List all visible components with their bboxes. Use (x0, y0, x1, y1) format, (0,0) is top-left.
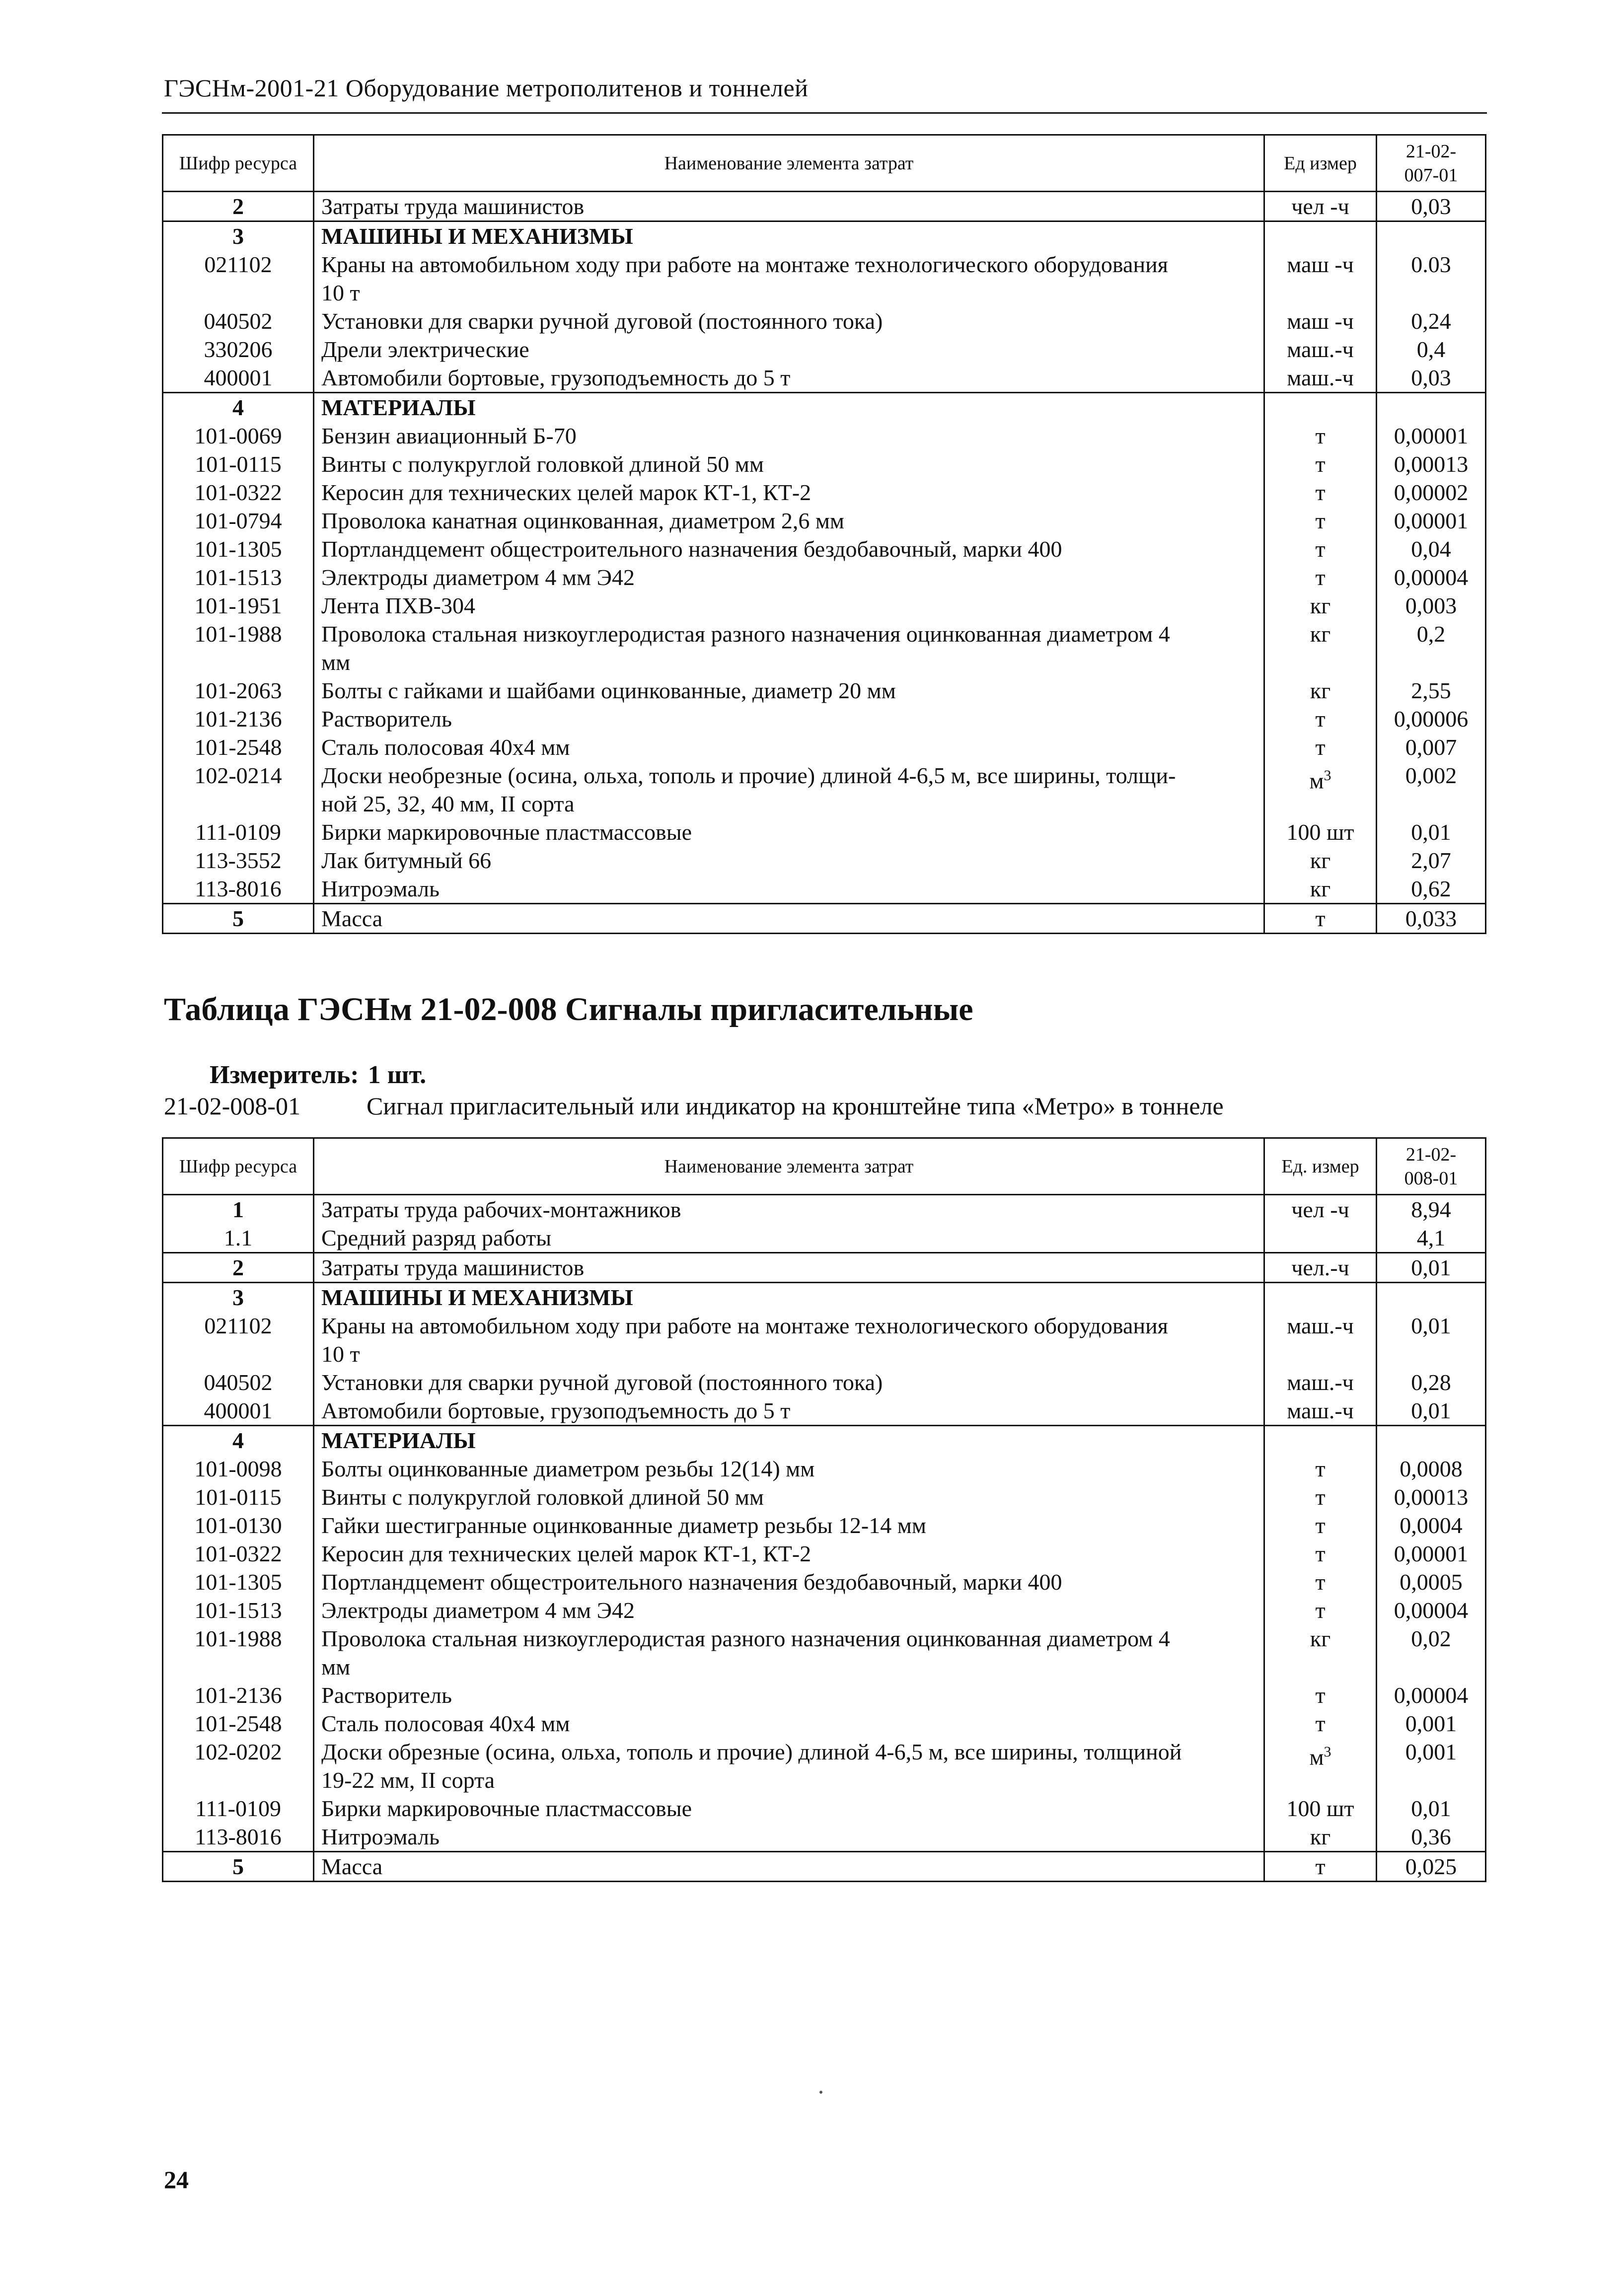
resource-unit: т (1264, 1681, 1377, 1709)
resource-unit: т (1264, 450, 1377, 478)
resource-name: Болты оцинкованные диаметром резьбы 12(14) мм (314, 1455, 1264, 1483)
resource-value: 4,1 (1377, 1224, 1486, 1253)
resource-code: 101-0794 (163, 507, 314, 535)
table-row (163, 1709, 1486, 1738)
resource-name: Проволока стальная низкоуглеродистая разного назначения оцинкованная диаметром 4 мм (314, 1624, 1264, 1681)
resource-unit: т (1264, 535, 1377, 563)
resource-code: 113-3552 (163, 846, 314, 875)
resource-name: Автомобили бортовые, грузоподъемность до 5 т (314, 1396, 1264, 1426)
col-header-norm: 21-02- 008-01 (1377, 1138, 1486, 1195)
col-header-unit: Ед измер (1264, 135, 1377, 192)
col-header-unit: Ед. измер (1264, 1138, 1377, 1195)
resource-name: МАШИНЫ И МЕХАНИЗМЫ (314, 221, 1264, 251)
col-header-code: Шифр ресурса (163, 135, 314, 192)
resource-unit: маш.-ч (1264, 1368, 1377, 1396)
resource-value (1377, 221, 1486, 251)
table-row (163, 1312, 1486, 1368)
resource-name: Краны на автомобильном ходу при работе на монтаже технологического оборудования 10 т (314, 250, 1264, 307)
resource-code: 102-0202 (163, 1738, 314, 1794)
table-row (163, 478, 1486, 507)
resource-code: 111-0109 (163, 1794, 314, 1823)
resource-unit: маш -ч (1264, 250, 1377, 307)
resource-code: 101-1951 (163, 591, 314, 620)
resource-code: 4 (163, 393, 314, 422)
resource-unit: т (1264, 422, 1377, 450)
resource-code: 101-0130 (163, 1511, 314, 1539)
col-header-name: Наименование элемента затрат (314, 135, 1264, 192)
resource-code: 101-0115 (163, 1483, 314, 1511)
table-row (163, 335, 1486, 364)
resource-unit: т (1264, 1852, 1377, 1882)
resource-value: 0,01 (1377, 1253, 1486, 1283)
table-body (163, 1195, 1486, 1882)
table-row (163, 1224, 1486, 1253)
resource-value: 0,00006 (1377, 705, 1486, 733)
resource-code: 3 (163, 221, 314, 251)
resource-unit: т (1264, 507, 1377, 535)
resource-code: 5 (163, 904, 314, 934)
resource-value: 8,94 (1377, 1195, 1486, 1224)
resource-value: 0,03 (1377, 364, 1486, 393)
resource-value: 0,24 (1377, 307, 1486, 335)
resource-unit: кг (1264, 620, 1377, 676)
resource-code: 5 (163, 1852, 314, 1882)
resource-unit: маш -ч (1264, 307, 1377, 335)
col-header-norm: 21-02- 007-01 (1377, 135, 1486, 192)
resource-value: 0,0005 (1377, 1568, 1486, 1596)
resource-name: Лента ПХВ-304 (314, 591, 1264, 620)
resource-value: 0,2 (1377, 620, 1486, 676)
table-row (163, 450, 1486, 478)
resource-code: 3 (163, 1283, 314, 1312)
resource-value: 0,02 (1377, 1624, 1486, 1681)
resource-unit (1264, 1224, 1377, 1253)
table-row (163, 1794, 1486, 1823)
resource-code: 101-1513 (163, 1596, 314, 1624)
resource-unit: кг (1264, 676, 1377, 705)
resource-unit: кг (1264, 1624, 1377, 1681)
resource-unit: $м^3$ (1264, 761, 1377, 818)
resource-name: Проволока стальная низкоуглеродистая разного назначения оцинкованная диаметром 4 мм (314, 620, 1264, 676)
resource-code: 101-2136 (163, 705, 314, 733)
resource-name: Масса (314, 1852, 1264, 1882)
table-row (163, 393, 1486, 422)
resource-code: 2 (163, 192, 314, 221)
table-row (163, 1253, 1486, 1283)
resource-code: 1.1 (163, 1224, 314, 1253)
resource-table-21-02-007-01 (162, 134, 1486, 934)
resource-name: Лак битумный 66 (314, 846, 1264, 875)
measure-unit: Измеритель: 1 шт. (210, 1061, 427, 1089)
resource-value: 0,01 (1377, 1794, 1486, 1823)
resource-code: 021102 (163, 1312, 314, 1368)
resource-code: 101-2548 (163, 733, 314, 761)
norm-code: 21-02-008-01 (164, 1092, 300, 1120)
resource-code: 113-8016 (163, 1823, 314, 1852)
table-row (163, 846, 1486, 875)
table-row (163, 1539, 1486, 1568)
table-row (163, 1368, 1486, 1396)
resource-name: Проволока канатная оцинкованная, диаметром 2,6 мм (314, 507, 1264, 535)
resource-unit: кг (1264, 1823, 1377, 1852)
resource-name: Средний разряд работы (314, 1224, 1264, 1253)
resource-value: 0,01 (1377, 1312, 1486, 1368)
resource-value: 0,00013 (1377, 450, 1486, 478)
col-header-name: Наименование элемента затрат (314, 1138, 1264, 1195)
scan-speck (819, 2091, 822, 2094)
norm-code-line (164, 1092, 1224, 1120)
resource-unit: т (1264, 563, 1377, 591)
resource-name: Бирки маркировочные пластмассовые (314, 1794, 1264, 1823)
resource-code: 101-1988 (163, 620, 314, 676)
norm-description: Сигнал пригласительный или индикатор на кронштейне типа «Метро» в тоннеле (367, 1092, 1224, 1120)
resource-value: 0,28 (1377, 1368, 1486, 1396)
resource-code: 4 (163, 1426, 314, 1455)
table-row (163, 1426, 1486, 1455)
resource-code: 101-0322 (163, 478, 314, 507)
resource-unit: т (1264, 1568, 1377, 1596)
table-row (163, 1624, 1486, 1681)
resource-unit: кг (1264, 846, 1377, 875)
resource-code: 101-1988 (163, 1624, 314, 1681)
resource-name: Растворитель (314, 1681, 1264, 1709)
resource-code: 111-0109 (163, 818, 314, 846)
resource-unit (1264, 221, 1377, 251)
resource-name: Краны на автомобильном ходу при работе на монтаже технологического оборудования 10 т (314, 1312, 1264, 1368)
table-row (163, 1596, 1486, 1624)
resource-value: 0,003 (1377, 591, 1486, 620)
table-row (163, 535, 1486, 563)
table-row (163, 591, 1486, 620)
table-row (163, 422, 1486, 450)
resource-value: 0,00001 (1377, 422, 1486, 450)
resource-code: 101-2548 (163, 1709, 314, 1738)
table-row (163, 1823, 1486, 1852)
table-row (163, 904, 1486, 934)
resource-value: 0,01 (1377, 818, 1486, 846)
resource-value: 0,00002 (1377, 478, 1486, 507)
resource-code: 021102 (163, 250, 314, 307)
resource-unit (1264, 1426, 1377, 1455)
table-row (163, 364, 1486, 393)
resource-name: Сталь полосовая 40х4 мм (314, 733, 1264, 761)
table-row (163, 620, 1486, 676)
resource-unit: кг (1264, 875, 1377, 904)
resource-unit: т (1264, 904, 1377, 934)
table-row (163, 1283, 1486, 1312)
resource-code: 101-0098 (163, 1455, 314, 1483)
resource-value (1377, 1283, 1486, 1312)
resource-name: Доски необрезные (осина, ольха, тополь и прочие) длиной 4-6,5 м, все ширины, толщи- ной 25, 32, 40 мм, II сорта (314, 761, 1264, 818)
resource-value: 0,04 (1377, 535, 1486, 563)
resource-name: Затраты труда рабочих-монтажников (314, 1195, 1264, 1224)
resource-value: 0,01 (1377, 1396, 1486, 1426)
resource-name: Нитроэмаль (314, 1823, 1264, 1852)
resource-code: 040502 (163, 307, 314, 335)
table-row (163, 563, 1486, 591)
resource-value: 0,0008 (1377, 1455, 1486, 1483)
table-row (163, 192, 1486, 221)
resource-code: 102-0214 (163, 761, 314, 818)
resource-name: Дрели электрические (314, 335, 1264, 364)
resource-name: МАШИНЫ И МЕХАНИЗМЫ (314, 1283, 1264, 1312)
resource-name: МАТЕРИАЛЫ (314, 393, 1264, 422)
resource-name: Электроды диаметром 4 мм Э42 (314, 1596, 1264, 1624)
resource-unit: чел.-ч (1264, 1253, 1377, 1283)
col-header-code: Шифр ресурса (163, 1138, 314, 1195)
resource-name: Растворитель (314, 705, 1264, 733)
resource-name: Затраты труда машинистов (314, 1253, 1264, 1283)
table-row (163, 1396, 1486, 1426)
table-row (163, 221, 1486, 251)
table-row (163, 1483, 1486, 1511)
resource-code: 101-2136 (163, 1681, 314, 1709)
resource-value: 0,00004 (1377, 1596, 1486, 1624)
resource-name: Винты с полукруглой головкой длиной 50 мм (314, 1483, 1264, 1511)
resource-unit: т (1264, 705, 1377, 733)
resource-value: 2,07 (1377, 846, 1486, 875)
resource-name: Сталь полосовая 40х4 мм (314, 1709, 1264, 1738)
table-row (163, 1511, 1486, 1539)
resource-name: Масса (314, 904, 1264, 934)
resource-value (1377, 393, 1486, 422)
resource-name: Керосин для технических целей марок КТ-1, КТ-2 (314, 1539, 1264, 1568)
resource-value: 0,033 (1377, 904, 1486, 934)
resource-value: 0,00004 (1377, 563, 1486, 591)
resource-code: 040502 (163, 1368, 314, 1396)
resource-value: 0,03 (1377, 192, 1486, 221)
resource-name: Бирки маркировочные пластмассовые (314, 818, 1264, 846)
resource-unit: чел -ч (1264, 1195, 1377, 1224)
resource-unit: маш.-ч (1264, 1396, 1377, 1426)
resource-unit: т (1264, 733, 1377, 761)
resource-unit: чел -ч (1264, 192, 1377, 221)
table-row (163, 1195, 1486, 1224)
resource-unit: маш.-ч (1264, 335, 1377, 364)
table-row (163, 875, 1486, 904)
resource-unit: т (1264, 1455, 1377, 1483)
table-row (163, 507, 1486, 535)
resource-code: 101-1305 (163, 535, 314, 563)
resource-value: 0,001 (1377, 1738, 1486, 1794)
resource-unit: т (1264, 1511, 1377, 1539)
resource-name: Керосин для технических целей марок КТ-1, КТ-2 (314, 478, 1264, 507)
resource-value: 0,00001 (1377, 1539, 1486, 1568)
resource-code: 101-1513 (163, 563, 314, 591)
header-rule (162, 112, 1487, 114)
resource-code: 101-1305 (163, 1568, 314, 1596)
resource-unit: 100 шт (1264, 818, 1377, 846)
resource-unit: т (1264, 1539, 1377, 1568)
resource-code: 101-0322 (163, 1539, 314, 1568)
resource-value: 0,00004 (1377, 1681, 1486, 1709)
resource-value: 0,00013 (1377, 1483, 1486, 1511)
table-body (163, 192, 1486, 934)
table-row (163, 676, 1486, 705)
resource-code: 330206 (163, 335, 314, 364)
page-number: 24 (164, 2166, 189, 2194)
table-row (163, 705, 1486, 733)
resource-unit: кг (1264, 591, 1377, 620)
resource-value: 2,55 (1377, 676, 1486, 705)
resource-name: Затраты труда машинистов (314, 192, 1264, 221)
resource-unit: т (1264, 478, 1377, 507)
resource-value: 0,36 (1377, 1823, 1486, 1852)
resource-name: Установки для сварки ручной дуговой (постоянного тока) (314, 307, 1264, 335)
resource-unit: т (1264, 1483, 1377, 1511)
resource-unit: т (1264, 1709, 1377, 1738)
resource-code: 113-8016 (163, 875, 314, 904)
resource-code: 400001 (163, 364, 314, 393)
resource-value: 0,00001 (1377, 507, 1486, 535)
resource-unit (1264, 1283, 1377, 1312)
table-row (163, 1681, 1486, 1709)
resource-name: Портландцемент общестроительного назначения бездобавочный, марки 400 (314, 535, 1264, 563)
resource-unit: т (1264, 1596, 1377, 1624)
resource-name: Гайки шестигранные оцинкованные диаметр резьбы 12-14 мм (314, 1511, 1264, 1539)
resource-name: Установки для сварки ручной дуговой (постоянного тока) (314, 1368, 1264, 1396)
table-row (163, 250, 1486, 307)
resource-value: 0,007 (1377, 733, 1486, 761)
resource-unit: 100 шт (1264, 1794, 1377, 1823)
resource-name: МАТЕРИАЛЫ (314, 1426, 1264, 1455)
table-row (163, 1568, 1486, 1596)
resource-name: Портландцемент общестроительного назначения бездобавочный, марки 400 (314, 1568, 1264, 1596)
resource-value: 0,001 (1377, 1709, 1486, 1738)
section-title: Таблица ГЭСНм 21-02-008 Сигналы пригласительные (164, 991, 973, 1027)
resource-value: 0,62 (1377, 875, 1486, 904)
table-row (163, 818, 1486, 846)
resource-code: 101-0069 (163, 422, 314, 450)
resource-code: 2 (163, 1253, 314, 1283)
table-row (163, 1738, 1486, 1794)
resource-unit: $м^3$ (1264, 1738, 1377, 1794)
resource-value: 0.03 (1377, 250, 1486, 307)
resource-unit: маш.-ч (1264, 364, 1377, 393)
table-row (163, 1455, 1486, 1483)
resource-name: Болты с гайками и шайбами оцинкованные, диаметр 20 мм (314, 676, 1264, 705)
resource-code: 101-2063 (163, 676, 314, 705)
resource-unit (1264, 393, 1377, 422)
resource-table-21-02-008-01 (162, 1137, 1486, 1882)
running-header: ГЭСНм-2001-21 Оборудование метрополитенов и тоннелей (164, 74, 809, 102)
table-row (163, 761, 1486, 818)
resource-name: Доски обрезные (осина, ольха, тополь и прочие) длиной 4-6,5 м, все ширины, толщиной 19-22 мм, II сорта (314, 1738, 1264, 1794)
resource-value: 0,0004 (1377, 1511, 1486, 1539)
resource-value: 0,025 (1377, 1852, 1486, 1882)
resource-unit: маш.-ч (1264, 1312, 1377, 1368)
resource-code: 1 (163, 1195, 314, 1224)
resource-name: Винты с полукруглой головкой длиной 50 мм (314, 450, 1264, 478)
resource-code: 400001 (163, 1396, 314, 1426)
resource-name: Нитроэмаль (314, 875, 1264, 904)
resource-value: 0,4 (1377, 335, 1486, 364)
resource-name: Электроды диаметром 4 мм Э42 (314, 563, 1264, 591)
resource-name: Автомобили бортовые, грузоподъемность до 5 т (314, 364, 1264, 393)
resource-value (1377, 1426, 1486, 1455)
resource-name: Бензин авиационный Б-70 (314, 422, 1264, 450)
resource-code: 101-0115 (163, 450, 314, 478)
resource-value: 0,002 (1377, 761, 1486, 818)
table-row (163, 733, 1486, 761)
table-row (163, 1852, 1486, 1882)
table-row (163, 307, 1486, 335)
